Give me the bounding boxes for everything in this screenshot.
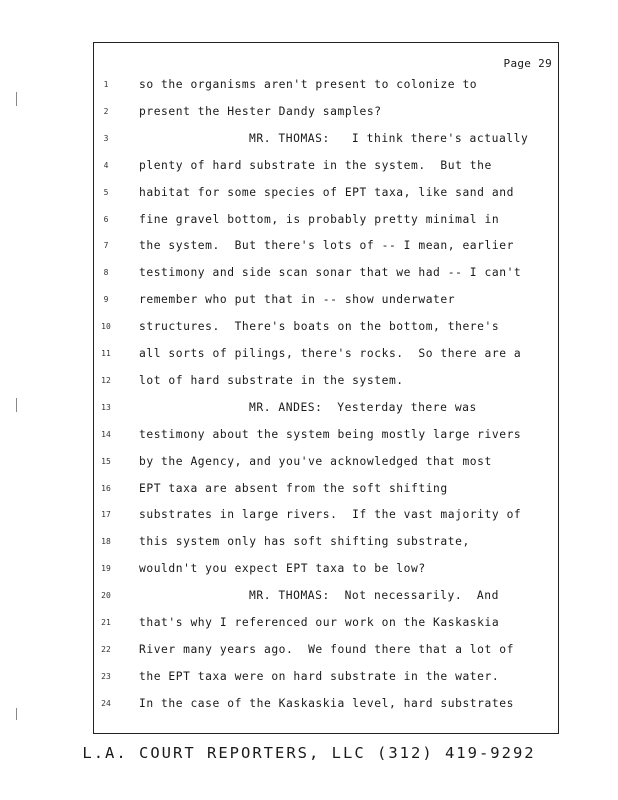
line-text: all sorts of pilings, there's rocks. So there are a [139, 347, 522, 360]
line-text: remember who put that in -- show underwater [139, 293, 456, 307]
line-number: 3 [103, 133, 109, 143]
line-number: 9 [103, 295, 109, 305]
line-text: plenty of hard substrate in the system. But the [139, 158, 492, 172]
transcript-line [94, 292, 560, 312]
transcript-page-frame [93, 42, 559, 734]
line-text: fine gravel bottom, is probably pretty minimal in [139, 212, 500, 226]
line-number: 10 [101, 322, 111, 332]
transcript-line [94, 588, 560, 608]
transcript-line [94, 373, 560, 393]
line-text: habitat for some species of EPT taxa, like sand and [139, 185, 514, 199]
transcript-line [94, 185, 560, 205]
transcript-line [94, 561, 560, 581]
line-number: 5 [103, 187, 109, 197]
footer-reporter-info: L.A. COURT REPORTERS, LLC (312) 419-9292 [82, 744, 536, 762]
line-text: the EPT taxa were on hard substrate in the water. [139, 669, 500, 683]
line-number: 19 [101, 564, 111, 574]
transcript-line [94, 319, 560, 339]
transcript-line [94, 534, 560, 554]
transcript-line [94, 238, 560, 258]
line-number: 4 [103, 160, 109, 170]
line-number: 22 [101, 644, 111, 654]
transcript-line [94, 346, 560, 366]
transcript-line [94, 427, 560, 447]
line-number: 20 [101, 591, 111, 601]
line-number: 12 [101, 375, 111, 385]
margin-mark [16, 708, 17, 720]
transcript-line [94, 77, 560, 97]
line-text: that's why I referenced our work on the Kaskaskia [139, 616, 500, 629]
line-number: 24 [101, 698, 111, 708]
line-text: MR. ANDES: Yesterday there was [249, 400, 477, 414]
line-number: 21 [101, 618, 111, 627]
margin-mark [16, 398, 17, 412]
transcript-line [94, 642, 560, 662]
line-number: 13 [101, 402, 111, 412]
line-text: testimony and side scan sonar that we had -- I can't [139, 266, 522, 280]
line-text: testimony about the system being mostly large rivers [139, 427, 522, 441]
line-text: lot of hard substrate in the system. [139, 373, 404, 387]
transcript-line [94, 615, 560, 635]
line-number: 1 [103, 80, 109, 89]
line-text: substrates in large rivers. If the vast majority of [139, 508, 522, 522]
transcript-line [94, 265, 560, 285]
line-text: MR. THOMAS: I think there's actually [249, 131, 529, 145]
transcript-line [94, 131, 560, 151]
line-text: by the Agency, and you've acknowledged that most [139, 454, 492, 468]
line-number: 2 [103, 106, 109, 116]
line-number: 16 [101, 483, 111, 493]
line-number: 11 [101, 349, 111, 358]
line-text: EPT taxa are absent from the soft shifting [139, 481, 448, 495]
line-text: wouldn't you expect EPT taxa to be low? [139, 562, 426, 576]
line-number: 18 [101, 537, 111, 547]
line-number: 6 [103, 214, 109, 224]
line-number: 17 [101, 510, 111, 520]
transcript-line [94, 669, 560, 689]
line-text: structures. There's boats on the bottom, there's [139, 320, 500, 334]
line-number: 8 [103, 268, 109, 278]
line-number: 15 [101, 456, 111, 466]
transcript-line [94, 696, 560, 716]
line-text: the system. But there's lots of -- I mean, earlier [139, 239, 514, 253]
transcript-line [94, 400, 560, 420]
line-text: River many years ago. We found there that a lot of [139, 642, 514, 656]
transcript-line [94, 104, 560, 124]
transcript-line [94, 454, 560, 474]
page-number: Page 29 [503, 57, 552, 70]
line-number: 7 [103, 241, 109, 251]
line-text: In the case of the Kaskaskia level, hard substrates [139, 696, 514, 710]
line-text: MR. THOMAS: Not necessarily. And [249, 589, 499, 603]
transcript-line [94, 158, 560, 178]
transcript-line [94, 481, 560, 501]
transcript-line [94, 507, 560, 527]
line-number: 23 [101, 671, 111, 681]
transcript-line [94, 212, 560, 232]
line-text: so the organisms aren't present to colonize to [139, 78, 478, 91]
line-text: this system only has soft shifting substrate, [139, 535, 470, 549]
line-text: present the Hester Dandy samples? [139, 104, 382, 118]
line-number: 14 [101, 429, 111, 439]
margin-mark [16, 92, 17, 106]
